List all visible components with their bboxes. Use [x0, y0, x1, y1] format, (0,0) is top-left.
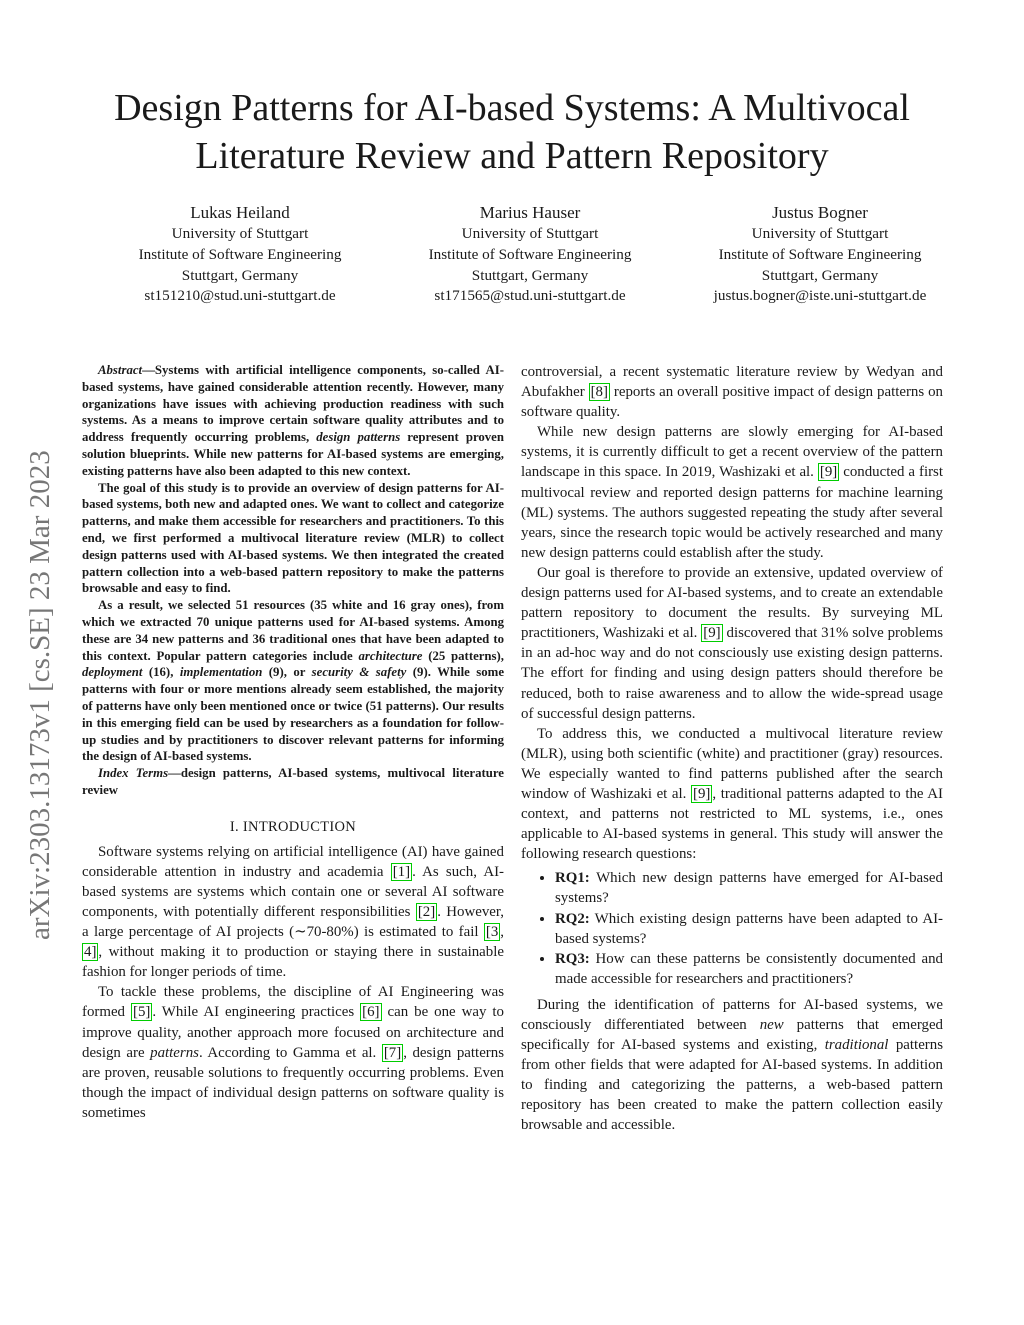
author-university: University of Stuttgart [171, 225, 309, 242]
citation-link[interactable]: 4] [84, 944, 97, 961]
citation-link[interactable]: [7] [383, 1044, 402, 1061]
author-institute: Institute of Software Engineering [428, 245, 632, 263]
author-1 [100, 202, 380, 307]
author-name: Lukas Heiland [190, 203, 290, 222]
right-p4 [521, 724, 943, 865]
author-institute: Institute of Software Engineering [718, 245, 922, 263]
abstract-emphasis: design patterns [316, 430, 401, 445]
author-email: justus.bogner@iste.uni-stuttgart.de [713, 287, 927, 305]
list-item [555, 909, 943, 949]
abstract-p3 [82, 597, 504, 765]
abstract-emphasis: security & safety [311, 665, 407, 680]
author-location: Stuttgart, Germany [471, 266, 589, 284]
author-block [100, 202, 960, 307]
body-text: To tackle these problems, the discipline of AI Engineering was formed [82, 984, 504, 1021]
body-text: During the identification of patterns for AI-based systems, we consciously differentiated between [521, 996, 943, 1033]
body-text: reports an overall positive impact of design patterns on software quality. [521, 384, 943, 421]
arxiv-stamp: arXiv:2303.13173v1 [cs.SE] 23 Mar 2023 [24, 450, 56, 940]
citation-link[interactable]: [9] [693, 785, 711, 802]
right-column [521, 362, 943, 1136]
citation-link[interactable]: [1] [392, 863, 411, 880]
abstract-emphasis: architecture [358, 648, 423, 663]
abstract-text: —Systems with artificial intelligence components, so-called AI-based systems, have gained considerable attention recently. However, many organizations have issues with achieving production readiness with such systems. As a means to improve certain software quality attributes and to address frequently occurring problems, [82, 363, 504, 445]
citation-link[interactable]: [9] [819, 464, 838, 481]
body-text: discovered that 31% solve problems in an ad-hoc way and do not consciously use existing design patterns. The effort for finding and using design patters should therefore be reduced, both to raise awareness and to allow the wide-spread usage of successful design patterns. [521, 625, 943, 722]
body-text: To address this, we conducted a multivocal literature review (MLR), using both scientific (white) and practitioner (gray) resources. We especially wanted to find patterns published after the search window of Washizaki et al. [521, 725, 943, 802]
body-text: . While AI engineering practices [152, 1004, 361, 1021]
index-terms-label: Index Terms [98, 766, 169, 781]
body-text: , design patterns are proven, reusable solutions to frequently occurring problems. Even though the impact of individual design patterns on software quality is sometimes [82, 1044, 505, 1121]
body-emphasis: patterns [150, 1044, 199, 1061]
citation-link[interactable]: [5] [132, 1004, 151, 1021]
section-title-rest: NTRODUCTION [248, 818, 357, 835]
left-column [82, 362, 504, 1123]
rq-text: How can these patterns be consistently documented and made accessible for researchers and practitioners? [555, 950, 943, 987]
right-p2 [521, 422, 943, 563]
body-text: Software systems relying on artificial intelligence (AI) have gained considerable attention in industry and academia [82, 843, 504, 880]
intro-p2 [82, 982, 504, 1123]
abstract-emphasis: deployment [82, 665, 143, 680]
right-p1 [521, 362, 943, 422]
citation-link[interactable]: [8] [590, 384, 608, 401]
right-p3 [521, 563, 943, 724]
abstract-text: (9). While some patterns with four or more mentions already seem established, the majority of patterns have only been mentioned once or twice (51 patterns). Our results in this emerging field can be used by researchers as a foundation for follow-up studies and by practitioners to discover relevant patterns for informing the design of AI-based systems. [82, 665, 504, 764]
list-item [555, 868, 943, 908]
body-text: conducted a first multivocal review and reported design patterns for machine learning (ML) systems. The authors suggested repeating the study after several years, since the research topic would be actively researched and many new design patterns could establish after the study. [521, 464, 943, 561]
body-text: controversial, a recent systematic literature review by Wedyan and Abufakher [521, 364, 943, 401]
body-emphasis: traditional [824, 1037, 889, 1054]
list-item [555, 949, 943, 989]
index-terms-text: —design patterns, AI-based systems, multivocal literature review [82, 766, 504, 797]
research-questions-list [521, 868, 943, 989]
body-emphasis: new [759, 1017, 784, 1033]
body-text: . According to Gamma et al. [198, 1044, 382, 1061]
intro-p1 [82, 842, 504, 983]
author-email: st151210@stud.uni-stuttgart.de [144, 287, 336, 305]
citation-link[interactable]: [9] [703, 625, 721, 642]
rq-label: RQ2: [555, 910, 590, 927]
rq-label: RQ1: [555, 870, 590, 887]
citation-link[interactable]: [2] [417, 904, 436, 920]
abstract-text: (25 patterns), [422, 648, 504, 663]
abstract-text: (16), [142, 665, 180, 680]
rq-text: Which existing design patterns have been adapted to AI-based systems? [555, 910, 943, 947]
section-first-letter: I [242, 818, 249, 835]
abstract-text: represent proven solution blueprints. While new patterns for AI-based systems are emerging, existing patterns have also been adapted to this new context. [82, 430, 504, 478]
body-text: can be one way to improve quality, another approach more focused on architecture and design are [82, 1004, 504, 1061]
author-location: Stuttgart, Germany [761, 266, 879, 284]
abstract-text: As a result, we selected 51 resources (35 white and 16 gray ones), from which we extracted 70 unique patterns used for AI-based systems. Among these are 34 new patterns and 36 traditional ones that have been adapted to this context. Popular pattern categories include [82, 598, 504, 663]
citation-link[interactable]: [6] [362, 1004, 380, 1021]
author-name: Justus Bogner [772, 203, 868, 222]
abstract-p2: The goal of this study is to provide an overview of design patterns for AI-based systems, both new and adapted ones. We want to collect and categorize patterns, and make them accessible for researchers and practitioners. To this end, we first performed a multivocal literature review (MLR) to collect design patterns used with AI-based systems. We then integrated the created pattern collection into a web-based pattern repository to make the patterns browsable and easy to find. [82, 480, 504, 596]
abstract-emphasis: implementation [179, 665, 263, 680]
body-text: . However, a large percentage of AI projects (∼70-80%) is estimated to fail [82, 904, 504, 941]
citation-separator: , [500, 924, 504, 941]
body-text: , without making it to production or staying there in sustainable fashion for longer periods of time. [82, 944, 504, 981]
rq-text: Which new design patterns have emerged for AI-based systems? [555, 870, 943, 907]
paper-title: Design Patterns for AI-based Systems: A Multivocal Literature Review and Pattern Repository [114, 87, 910, 177]
body-text: . As such, AI-based systems are systems which contain one or several AI software components, with potentially different responsibilities [82, 863, 504, 920]
right-p5 [521, 995, 943, 1136]
author-university: University of Stuttgart [461, 225, 599, 242]
body-text: patterns that emerged specifically for AI-based systems and existing, [521, 1017, 944, 1054]
body-text: patterns from other fields that were adapted for AI-based systems. In addition to finding and categorizing the patterns, a web-based pattern repository has been created to make the pattern collection easily browsable and accessible. [521, 1037, 943, 1134]
author-2 [390, 202, 670, 307]
body-text: , traditional patterns adapted to the AI context, and patterns not restricted to ML systems, i.e., ones applicable to AI-based systems in general. This study will answer the following research questions: [521, 785, 944, 863]
rq-label: RQ3: [555, 950, 590, 967]
body-text: Our goal is therefore to provide an extensive, updated overview of design patterns used for AI-based systems, and to create an extendable pattern repository to document the results. By surveying ML practitioners, Washizaki et al. [521, 564, 943, 642]
abstract-label: Abstract [98, 363, 143, 377]
author-3 [680, 202, 960, 307]
abstract-text: (9), or [262, 665, 312, 680]
citation-link[interactable]: [3 [485, 924, 499, 941]
author-institute: Institute of Software Engineering [138, 245, 342, 263]
index-terms [82, 765, 504, 799]
abstract-p1 [82, 362, 504, 480]
author-university: University of Stuttgart [751, 225, 889, 242]
body-text: While new design patterns are slowly emerging for AI-based systems, it is currently difficult to get a recent overview of the pattern landscape in this space. In 2019, Washizaki et al. [521, 424, 943, 481]
section-number: I. [229, 818, 243, 835]
author-email: st171565@stud.uni-stuttgart.de [434, 287, 626, 305]
author-name: Marius Hauser [479, 203, 581, 222]
author-location: Stuttgart, Germany [181, 266, 299, 284]
section-heading-introduction [82, 819, 504, 836]
